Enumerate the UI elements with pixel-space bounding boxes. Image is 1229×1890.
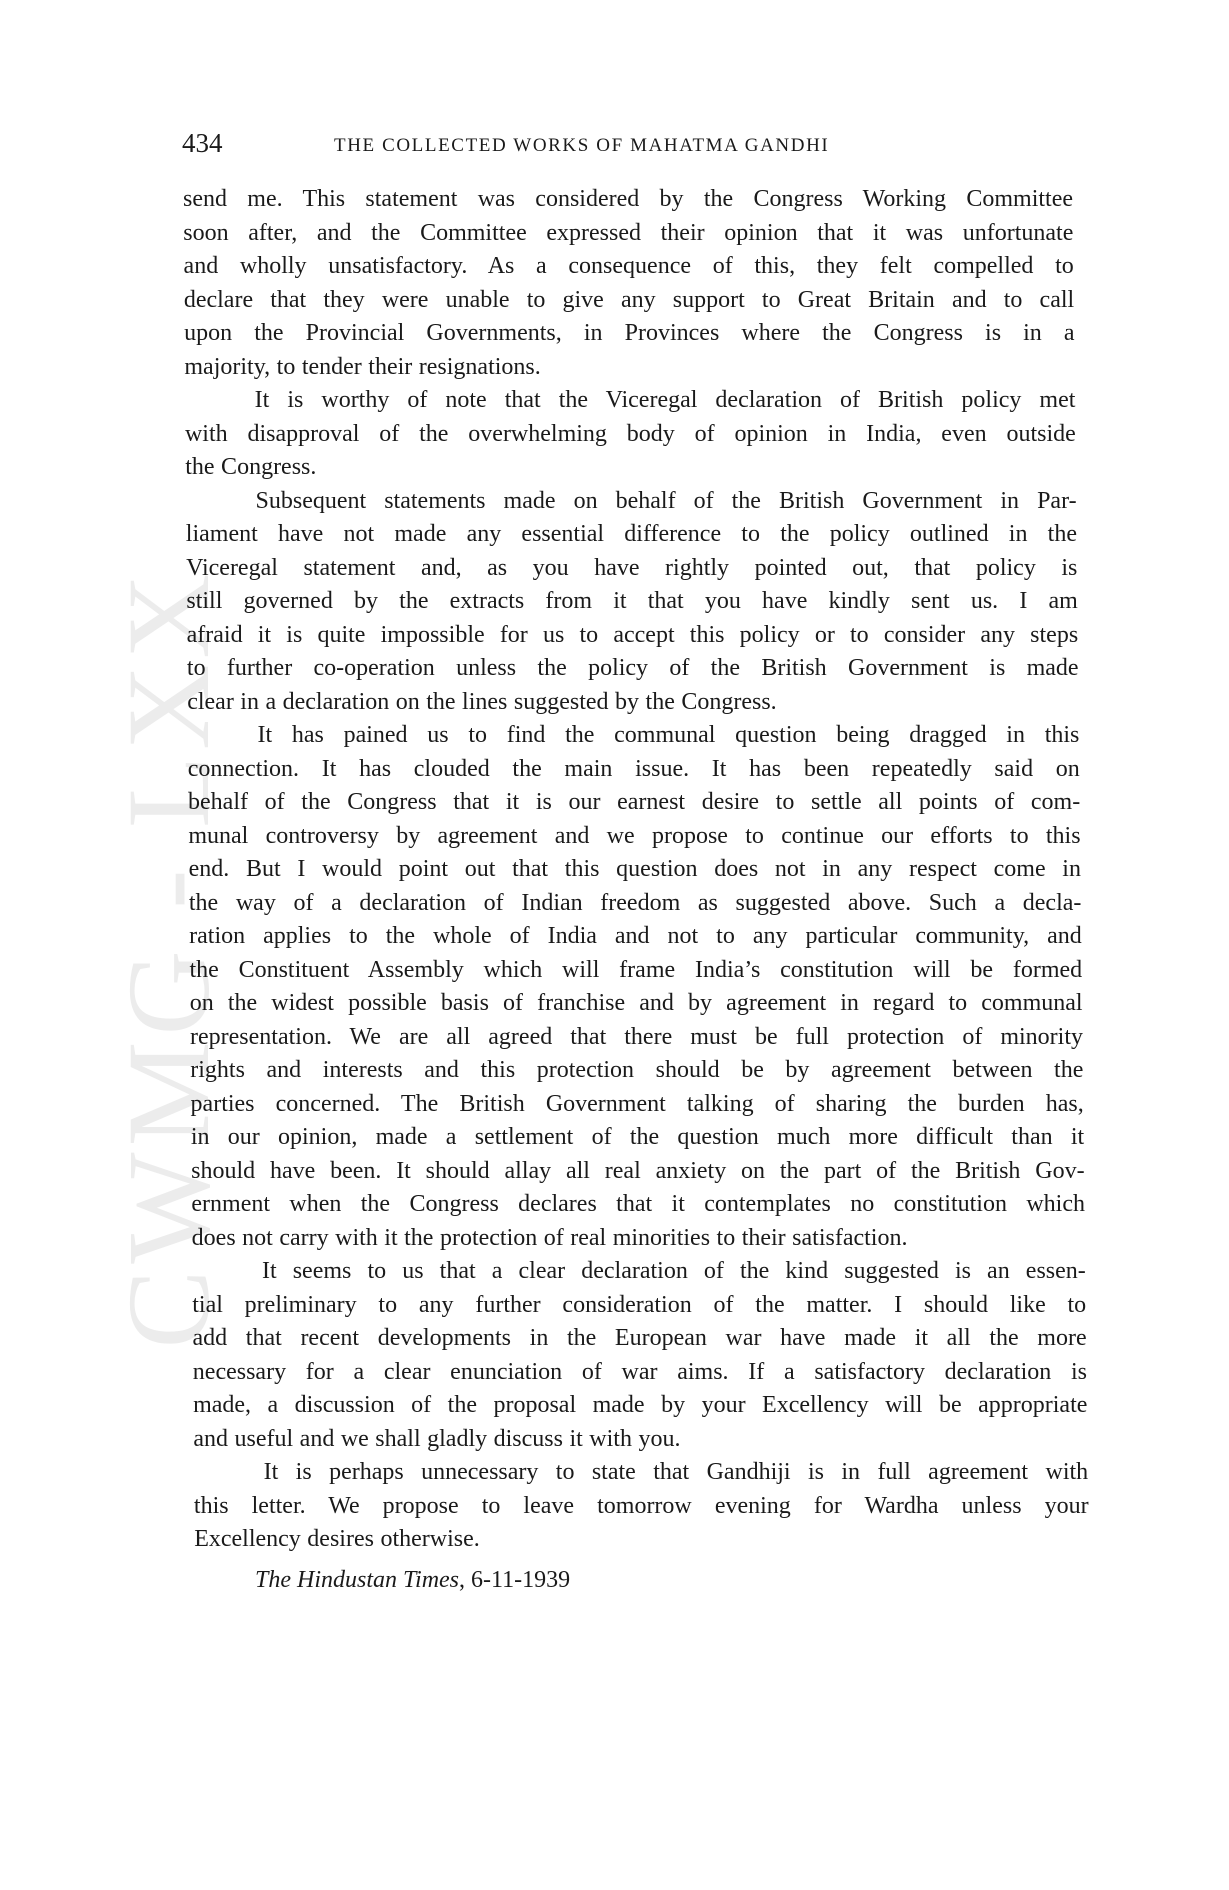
- text-line: It is worthy of note that the Viceregal declaration of British policy met: [254, 387, 1076, 413]
- text-line: to further co-operation unless the policy of the British Government is made: [186, 655, 1079, 681]
- text-line: majority, to tender their resignations.: [184, 353, 541, 380]
- text-line: behalf of the Congress that it is our earnest desire to settle all points of com-: [188, 789, 1081, 815]
- citation-date: , 6-11-1939: [459, 1567, 571, 1593]
- text-line: made, a discussion of the proposal made by your Excellency will be appropriate: [193, 1392, 1088, 1418]
- text-line: the Constituent Assembly which will frame India’s constitution will be formed: [189, 956, 1083, 983]
- text-line: Subsequent statements made on behalf of the British Government in Par-: [255, 487, 1077, 514]
- text-line: end. But I would point out that this question does not in any respect come in: [188, 856, 1081, 882]
- text-line: tial preliminary to any further consideration of the matter. I should like to: [192, 1291, 1087, 1318]
- text-line: parties concerned. The British Government talking of sharing the burden has,: [190, 1090, 1084, 1117]
- text-line: ernment when the Congress declares that it contemplates no constitution which: [191, 1191, 1085, 1217]
- citation: [255, 1567, 570, 1594]
- text-line: afraid it is quite impossible for us to accept this policy or to consider any steps: [186, 621, 1079, 648]
- text-line: Excellency desires otherwise.: [194, 1526, 480, 1552]
- text-line: send me. This statement was considered by the Congress Working Committee: [183, 186, 1073, 212]
- text-line: It seems to us that a clear declaration of the kind suggested is an essen-: [261, 1258, 1086, 1284]
- text-line: rights and interests and this protection should be by agreement between the: [190, 1057, 1084, 1083]
- page-number: 434: [182, 128, 223, 158]
- text-line: should have been. It should allay all real anxiety on the part of the British Gov-: [191, 1157, 1085, 1184]
- text-line: Viceregal statement and, as you have rightly pointed out, that policy is: [186, 554, 1078, 581]
- text-line: upon the Provincial Governments, in Provinces where the Congress is in a: [184, 320, 1075, 346]
- text-line: still governed by the extracts from it that you have kindly sent us. I am: [186, 588, 1078, 614]
- text-line: munal controversy by agreement and we propose to continue our efforts to this: [188, 822, 1081, 849]
- text-line: It is perhaps unnecessary to state that Gandhiji is in full agreement with: [263, 1459, 1089, 1485]
- text-line: representation. We are all agreed that there must be full protection of minority: [190, 1023, 1083, 1050]
- text-line: in our opinion, made a settlement of the question much more difficult than it: [190, 1124, 1085, 1150]
- text-line: liament have not made any essential difference to the policy outlined in the: [185, 521, 1077, 547]
- text-line: clear in a declaration on the lines suggested by the Congress.: [187, 688, 777, 715]
- text-line: does not carry with it the protection of real minorities to their satisfaction.: [191, 1224, 908, 1251]
- text-line: ration applies to the whole of India and not to any particular community, and: [189, 923, 1082, 949]
- text-line: declare that they were unable to give any support to Great Britain and to call: [183, 286, 1075, 313]
- text-line: It has pained us to find the communal question being dragged in this: [257, 722, 1080, 748]
- text-line: add that recent developments in the European war have made it all the more: [192, 1325, 1087, 1351]
- text-line: and useful and we shall gladly discuss it with you.: [193, 1425, 681, 1452]
- text-line: on the widest possible basis of franchise and by agreement in regard to communal: [189, 990, 1083, 1016]
- text-line: connection. It has clouded the main issue. It has been repeatedly said on: [187, 755, 1080, 782]
- text-line: and wholly unsatisfactory. As a consequence of this, they felt compelled to: [183, 253, 1074, 279]
- text-line: the way of a declaration of Indian freedom as suggested above. Such a decla-: [188, 889, 1082, 916]
- text-line: the Congress.: [185, 454, 317, 480]
- citation-source: The Hindustan Times: [255, 1567, 460, 1593]
- text-line: necessary for a clear enunciation of war aims. If a satisfactory declaration is: [192, 1358, 1087, 1385]
- text-line: soon after, and the Committee expressed their opinion that it was unfortunate: [183, 219, 1074, 246]
- running-title: THE COLLECTED WORKS OF MAHATMA GANDHI: [334, 135, 830, 156]
- text-line: with disapproval of the overwhelming body of opinion in India, even outside: [184, 420, 1076, 447]
- watermark: CWMG - LXX: [103, 567, 234, 1349]
- text-line: this letter. We propose to leave tomorrow evening for Wardha unless your: [193, 1492, 1089, 1519]
